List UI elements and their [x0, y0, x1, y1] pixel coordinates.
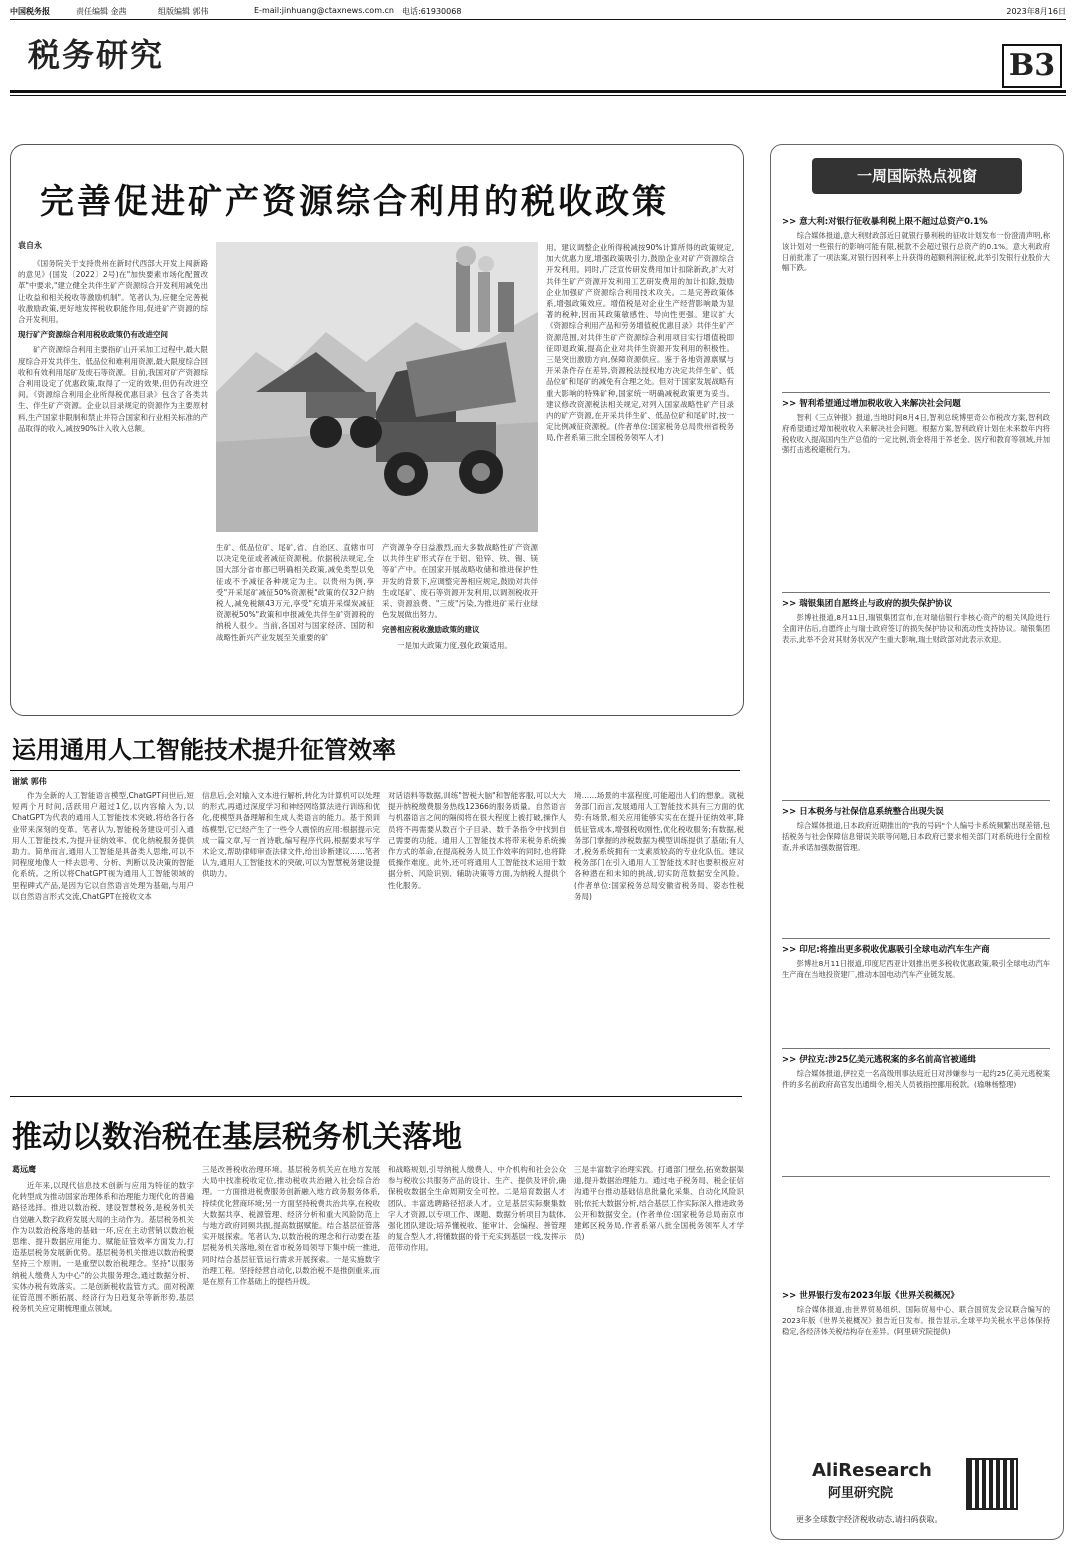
sidebar-item-body: 彭博社8月11日报道,印度尼西亚计划推出更多税收优惠政策,吸引全球电动汽车生产商在当地投资建厂,推动本国电动汽车产业链发展。 — [782, 959, 1050, 979]
qr-code[interactable] — [966, 1458, 1018, 1510]
sidebar-footer-note: 更多全球数字经济税收动态,请扫码获取。 — [796, 1515, 943, 1524]
paragraph: 对话语料等数据,训练"智税大脑"和智能客服,可以大大提升纳税缴费服务热线12366的服务质量。自然语言与机器语言之间的隔阂将在很大程度上被打破,操作人员将不再需要从数百个子目录、数千条指令中找到自己需要的功能。通用人工智能技术将带来税务系统操作方式的革命,在提高税务人员工作效率的同时,也将降低操作难度。此外,还可将通用人工智能技术运用于数据分析、风险识别、辅助决策等方面,为纳税人提供个性化服务。 — [388, 791, 566, 890]
page-number: B3 — [1002, 44, 1062, 88]
section-title: 税务研究 — [28, 36, 165, 74]
section-rule — [10, 90, 1066, 93]
sidebar-item-title: >> 日本税务与社保信息系统整合出现失误 — [782, 807, 944, 817]
paragraph: 生矿、低品位矿、尾矿,省、自治区、直辖市可以决定免征或者减征资源税。依据税法规定,全国大部分省市都已明确相关政策,减免类型以免征或不予减征各种规定为主。以贵州为例,享受"开采尾矿减征50%资源税"政策的仅32户纳税人,减免税额43万元,享受"充填开采煤炭减征资源税50%"政策和申报减免共伴生矿资源税的纳税人很少。当前,各国对与国家经济、国防和战略性新兴产业发展至关重要的矿 — [216, 543, 374, 642]
paragraph: 用。建议调整企业所得税减按90%计算所得的政策规定,加大优惠力度,增强政策吸引力,鼓励企业对矿产资源综合开发利用。同时,广泛宣传研发费用加计扣除新政,扩大对共伴生矿产资源开发利用工艺研发费用的加计扣除,鼓励企业加强矿产资源综合利用技术攻关。二是完善政策体系,增强政策效应。增值税是对企业生产经营影响最为显著的税种,因而其政策敏感性、导向性更强。建议扩大《资源综合利用产品和劳务增值税优惠目录》共伴生矿产资源范围,对共伴生矿产资源综合利用项目实行增值税即征即退政策,提高企业对共伴生资源开发利用的积极性。三是突出激励方向,保障资源供应。鉴于各地资源禀赋与开采条件存在差异,资源税法授权地方决定共伴生矿、低品位矿和尾矿的减免有合理之处。但对于国家发展战略有重大影响的特殊矿种,国家统一明确减税政策更为妥当。建议修改资源税法相关规定,对列入国家战略性矿产目录内的矿产资源,在开采共伴生矿、低品位矿和尾矿时,按一定比例减征资源税。(作者单位:国家税务总局贵州省税务局,作者系第三批全国税务领军人才) — [546, 243, 734, 443]
paragraph: 矿产资源综合利用主要指矿山开采加工过程中,最大限度综合开发共伴生、低品位和难利用资源,最大限度综合回收和有效利用尾矿及废石等资源。目前,我国对矿产资源综合利用设定了优惠政策,取得了一定的效果,但仍有改进空间。《资源综合利用企业所得税优惠目录》包含了各类共生、伴生矿产资源。企业以目录规定的资源作为主要原材料,生产国家非限制和禁止并符合国家和行业相关标准的产品取得的收入,减按90%计入收入总额。 — [18, 345, 208, 433]
sidebar-item-title: >> 瑞银集团自愿终止与政府的损失保护协议 — [782, 599, 953, 609]
article2-rule — [10, 770, 740, 771]
paragraph: 产资源争夺日益激烈,而大多数战略性矿产资源以共伴生矿形式存在于铝、铅锌、铁、锡、镁等矿产中。在国家开展战略收储和推进保护性开发的背景下,应调整完善相应规定,鼓励对共伴生或尾矿、废石等资源开发利用,以调剂税收开采、资源浪费、"三废"污染,为推进矿采行业绿色发展做出努力。 — [382, 543, 538, 620]
sidebar-item-body: 综合媒体报道,日本政府近期推出的"我的号码"个人编号卡系统频繁出现差错,包括税务与社会保障信息错误关联等问题,日本政府已要求相关部门对系统进行全面检查,并承诺加强数据管理。 — [782, 821, 1050, 852]
article1-col4 — [546, 242, 734, 702]
paragraph: 一是加大政策力度,强化政策适用。 — [397, 640, 512, 650]
aliresearch-logo: AliResearch — [812, 1460, 932, 1481]
divider — [782, 1048, 1050, 1049]
article3-title: 推动以数治税在基层税务机关落地 — [12, 1120, 462, 1155]
sidebar-banner: 一周国际热点视窗 — [812, 158, 1022, 194]
sidebar-item — [782, 944, 1050, 1048]
article3-col1 — [12, 1180, 194, 1540]
sidebar-item — [782, 216, 1050, 382]
article3-col2 — [202, 1164, 380, 1540]
sidebar-item-title: >> 智利希望通过增加税收收入来解决社会问题 — [782, 399, 961, 409]
aliresearch-logo-cn: 阿里研究院 — [828, 1486, 894, 1501]
paragraph: 三是改善税收治理环境。基层税务机关应在地方发展大局中找准税收定位,推动税收共治融入社会综合治理。一方面推进税费服务创新融入地方政务服务体系,持续优化营商环境;另一方面坚持税费共治共享,在税收大数据共享、税源管理、经济分析和重大风险防范上与地方政府同频共振,提高数据赋能。结合基层征管落实开展探索。笔者认为,以数治税的理念和行动要在基层税务机关落地,须在省市税务局领导下集中统一推进,同时结合基层征管运行需求开展探索。一是实施数字治理工程。坚持经营自动化,以数治税不是推倒重来,而是在原有工作基础上的提档升级。 — [202, 1165, 380, 1287]
sidebar-item — [782, 398, 1050, 584]
article3-col3 — [388, 1164, 566, 1540]
date: 2023年8月16日 — [1006, 7, 1066, 16]
subheading: 完善相应税收激励政策的建议 — [382, 625, 480, 635]
sidebar-item-body: 彭博社报道,8月11日,瑞银集团宣布,在对瑞信银行非核心资产的相关风险进行全面评估后,自愿终止与瑞士政府签订的损失保护协议和流动性支持协议。瑞银集团表示,此举不会对其财务状况产生重大影响,瑞士财政部对此表示欢迎。 — [782, 613, 1050, 644]
mining-illustration — [216, 242, 538, 532]
paragraph: 近年来,以现代信息技术创新与应用为特征的数字化转型成为推动国家治理体系和治理能力现代化的普遍路径选择。推进以数治税、建设智慧税务,是税务机关自觉融入数字政府发展大局的主动作为。基层税务机关作为以数治税落地的基础一环,应在主动营销以数治税思维、提升数据应用能力、赋能征管效率方面发力,打造基层税务发展新优势。基层税务机关推进以数治税要坚持三个原则。一是重塑以数治税理念。坚持"以服务纳税人缴费人为中心"的公共服务理念,通过数据分析、实体办税有效落实。二是创新税收监管方式。面对税源征管范围不断拓展、经济行为日趋复杂等新形势,基层税务机关应定期梳理重点领域。 — [12, 1181, 194, 1314]
paragraph: 《国务院关于支持贵州在新时代西部大开发上闯新路的意见》(国发〔2022〕2号)在"加快要素市场化配置改革"中要求,"建立健全共伴生矿产资源综合开发利用减免出让收益和相关税收等激励机制"。笔者认为,应健全完善税收激励政策,更好地发挥税收职能作用,促进矿产资源的综合开发利用。 — [18, 259, 208, 325]
sidebar-item-title: >> 意大利:对银行征收暴利税上限不超过总资产0.1% — [782, 217, 988, 227]
editor: 责任编辑 金茜 — [76, 7, 127, 16]
sidebar-item-body: 综合媒体报道,由世界贸易组织、国际贸易中心、联合国贸发会议联合编写的2023年版《世界关税概况》报告近日发布。报告显示,全球平均关税水平总体保持稳定,各经济体关税结构存在差异。(阿里研究院提供) — [782, 1305, 1050, 1336]
article1-col3 — [382, 542, 538, 702]
divider — [782, 800, 1050, 801]
article1-col1 — [18, 258, 208, 704]
divider — [782, 1176, 1050, 1177]
page-header — [10, 4, 1066, 18]
divider — [782, 392, 1050, 393]
subheading: 现行矿产资源综合利用税收政策仍有改进空间 — [18, 330, 168, 340]
paper-name: 中国税务报 — [10, 7, 50, 16]
article3-top-rule — [10, 1096, 742, 1097]
sidebar-item-title: >> 世界银行发布2023年版《世界关税概况》 — [782, 1291, 959, 1301]
article2-col4 — [574, 790, 744, 1082]
sidebar-item-title: >> 印尼:将推出更多税收优惠吸引全球电动汽车生产商 — [782, 945, 990, 955]
sidebar-item — [782, 1054, 1050, 1172]
divider — [782, 592, 1050, 593]
header-rule — [10, 19, 1066, 20]
article2-author: 谢斌 郭伟 — [12, 777, 47, 786]
sidebar-item-title: >> 伊拉克:涉25亿美元逃税案的多名前高官被通缉 — [782, 1055, 976, 1065]
sidebar-item-body: 综合媒体报道,伊拉克一名高级刑事法庭近日对涉嫌参与一起约25亿美元逃税案件的多名前政府高官发出通缉令,相关人员被指控挪用税款。(瑜琳杨整理) — [782, 1069, 1050, 1089]
article1-col2 — [216, 542, 374, 702]
paragraph: 三是丰富数字治理实践。打通部门壁垒,拓宽数据渠道,提升数据治理能力。通过电子税务局、税企征信沟通平台推动基础信息批量化采集、自动化风险识别;依托大数据分析,结合基层工作实际深入推进政务公开和数据安全。(作者单位:国家税务总局南京市建邺区税务局,作者系第八批全国税务领军人才学员) — [574, 1165, 744, 1242]
divider — [782, 938, 1050, 939]
sidebar-item-body: 综合媒体报道,意大利财政部近日就银行暴利税的征收计划发布一份澄清声明,称该计划对一些银行的影响可能有限,税款不会超过银行总资产的0.1%。意大利政府日前批准了一项法案,对银行因利率上升获得的超额利润征税,此举引发银行业股价大幅下跌。 — [782, 231, 1050, 273]
article2-col2 — [202, 790, 380, 1082]
article1-author: 袁自永 — [18, 241, 42, 250]
phone: 电话:61930068 — [402, 7, 462, 16]
sidebar-item — [782, 598, 1050, 794]
section-rule-thin — [10, 95, 1066, 96]
sidebar-item — [782, 1290, 1050, 1440]
email: E-mail:jinhuang@ctaxnews.com.cn — [254, 6, 394, 15]
paragraph: 和战略规划,引导纳税人缴费人、中介机构和社会公众参与税收公共服务产品的设计、生产、提供及评价,确保税收数据全生命周期安全可控。二是培育数据人才团队。丰富选聘路径招录人才。立足基层实际聚集数字人才资源,以专项工作、课题、数据分析项目为载体,强化团队建设;培养懂税收、能审计、会编程、善管理的复合型人才,将懂数据的骨干充实到基层一线,发挥示范带动作用。 — [388, 1165, 566, 1253]
sidebar-item — [782, 806, 1050, 936]
article1-title: 完善促进矿产资源综合利用的税收政策 — [40, 182, 669, 222]
layout-editor: 组版编辑 郭伟 — [158, 7, 209, 16]
article2-col3 — [388, 790, 566, 1082]
paragraph: 境……场景的丰富程度,可能超出人们的想象。就税务部门而言,发展通用人工智能技术具有三方面的优势:有场景,相关应用能够实实在在提升征纳效率,降低征管成本,增强税收刚性,优化税收服务;有数据,税务部门掌握的涉税数据为模型训练提供了基础;有人才,税务系统拥有一支素质较高的专业化队伍。建议税务部门在引入通用人工智能技术时也要积极应对各种潜在和未知的挑战,切实防范数据安全风险。(作者单位:国家税务总局安徽省税务局、姿态性税务局) — [574, 791, 744, 901]
article2-title: 运用通用人工智能技术提升征管效率 — [12, 735, 396, 764]
article3-author: 葛远鹰 — [12, 1165, 36, 1174]
sidebar-item-body: 智利《三点钟报》报道,当地时间8月4日,智利总统博里奇公布税改方案,智利政府希望通过增加税收收入来解决社会问题。根据方案,智利政府计划在未来数年内将税收收入提高国内生产总值的一定比例,资金将用于养老金、医疗和教育等领域,并加强打击逃税避税行为。 — [782, 413, 1050, 455]
paragraph: 信息后,会对输入文本进行解析,转化为计算机可以处理的形式,再通过深度学习和神经网络算法进行训练和优化,使模型具备理解和生成人类语言的能力。基于预训练模型,它已经产生了一些令人震惊的应用:根据提示完成一篇文章,写一首诗歌,编写程序代码,根据要求写学术论文,帮助律师审查法律文件,给出诊断建议……笔者认为,通用人工智能技术的突破,可以为智慧税务建设提供助力。 — [202, 791, 380, 879]
article2-col1 — [12, 790, 194, 1082]
paragraph: 作为全新的人工智能语言模型,ChatGPT问世后,短短两个月时间,活跃用户超过1亿,以内容输入为,以ChatGPT为代表的通用人工智能技术突破,将给各行各业带来深刻的变革。笔者认为,智能税务建设可引入通用人工智能技术,为提升征纳效率、优化纳税服务提供助力。简单而言,通用人工智能是具备类人思维,可以不同程度地像人一样去思考、分析、判断以及决策的智能化系统。之所以将ChatGPT视为通用人工智能领域的里程碑式产品,是因为它以自然语言处理为基础,与用户以自然语言形式交流,ChatGPT在接收文本 — [12, 791, 194, 901]
article3-col4 — [574, 1164, 744, 1540]
